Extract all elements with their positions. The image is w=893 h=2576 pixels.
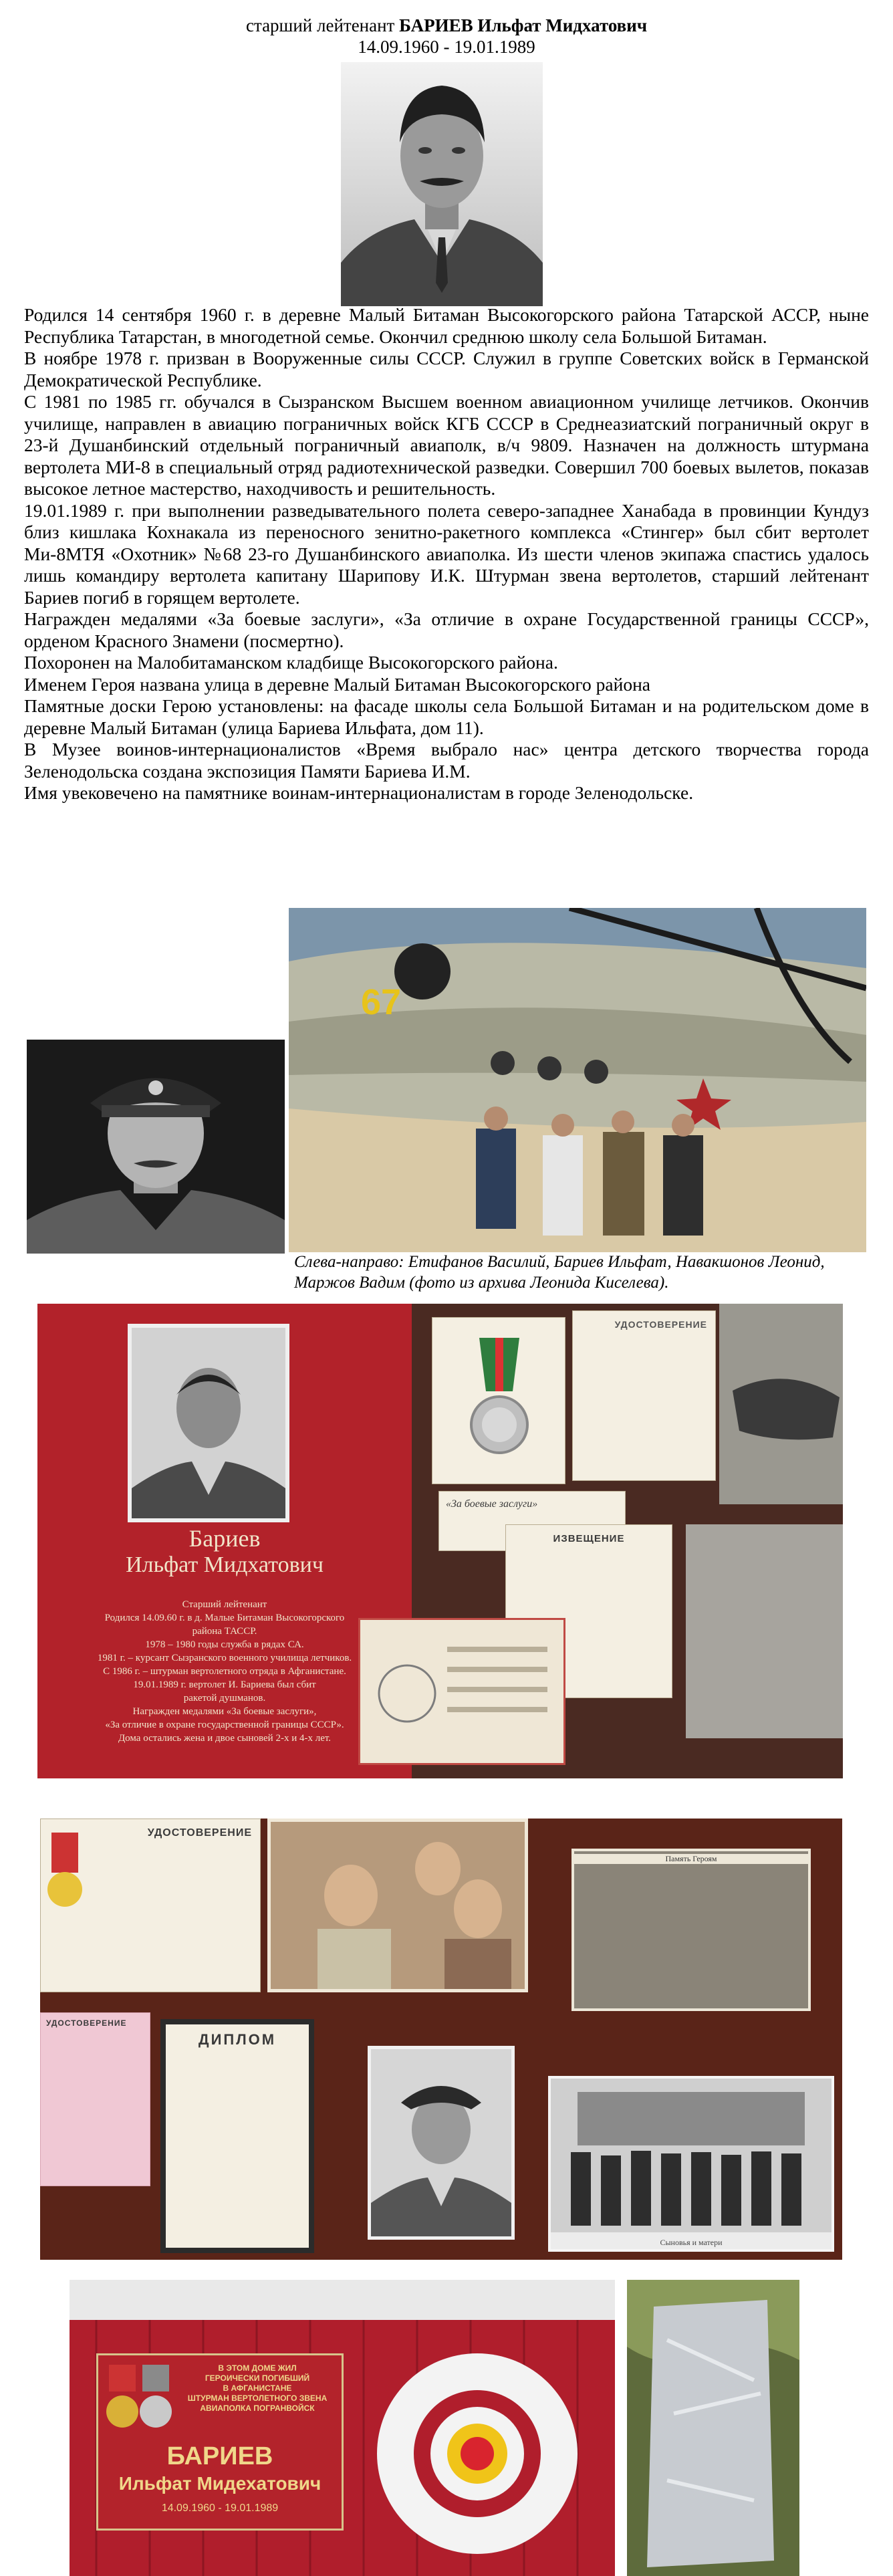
plaque-surname: БАРИЕВ <box>166 2442 273 2470</box>
memorial-plaque-photo <box>70 2280 615 2576</box>
bio-paragraph: С 1981 по 1985 гг. обучался в Сызранском Высшем военном авиационном училище летчиков. Окончив училище, направлен в авиацию пограничных войск КГБ СССР в Среднеазиатский пограничный округ в 23-й Душанбинский отдельный пограничный авиаполк, в/ч 9809. Назначен на должность штурмана вертолета МИ-8 в специальный отряд радиотехнической разведки. Совершил 700 боевых вылетов, показав высокое летное мастерство, находчивость и решительность. <box>24 391 869 499</box>
plaque-name: Ильфат Мидехатович <box>118 2473 322 2494</box>
stand-plaque-text: Старший лейтенант Родился 14.09.60 г. в д. Малые Битаман Высокогорского района ТАССР. 1978 – 1980 годы служба в рядах СА. 1981 г. – курсант Сызранского военного училища летчиков. С 1986 г. – штурман вертолетного отряда в Афганистане. 19.01.1989 г. вертолет И. Бариева был сбит ракетой душманов. Награжден медалями «За боевые заслуги», «За отличие в охране государственной границы СССР». Дома остались жена и двое сыновей 2-х и 4-х лет. <box>97 1599 352 1744</box>
bio-paragraph: В Музее воинов-интернационалистов «Время выбрало нас» центра детского творчества города Зеленодольска создана экспозиция Памяти Бариева И.М. <box>24 739 869 782</box>
award-card: «За боевые заслуги» <box>438 1491 626 1551</box>
cap-portrait-photo <box>27 1040 285 1254</box>
bio-paragraph: Имя увековечено на памятнике воинам-интернационалистам в городе Зеленодольске. <box>24 782 694 803</box>
photo-caption: Слева-направо: Етифанов Василий, Бариев Ильфат, Навакшонов Леонид, Маржов Вадим (фото из архива Леонида Киселева). <box>294 1253 825 1292</box>
museum-stand-photo-2 <box>40 1819 842 2260</box>
helicopter-crew-photo <box>289 908 866 1252</box>
portrait-illustration <box>341 62 543 306</box>
pink-id-card: УДОСТОВЕРЕНИЕ <box>40 2012 150 2186</box>
soldier-photo <box>368 2046 515 2240</box>
plaque-heading: В ЭТОМ ДОМЕ ЖИЛ ГЕРОИЧЕСКИ ПОГИБШИЙ В АФГАНИСТАНЕ ШТУРМАН ВЕРТОЛЕТНОГО ЗВЕНА АВИАПОЛКА ПОГРАНВОЙСК <box>187 2363 328 2413</box>
gravestone-photo <box>627 2280 799 2576</box>
bio-paragraph: Похоронен на Малобитаманском кладбище Высокогорского района. <box>24 652 558 673</box>
helicopter-illustration <box>289 908 866 1252</box>
medals-icon <box>104 2365 177 2445</box>
bio-paragraph: Памятные доски Герою установлены: на фасаде школы села Большой Битаман и на родительском доме в деревне Малый Битаман (улица Бариева Ильфата, дом 11). <box>24 695 869 738</box>
bio-paragraph: Родился 14 сентября 1960 г. в деревне Малый Битаман Высокогорского района Татарской АССР, ныне Республика Татарстан, в многодетной семье. Окончил среднюю школу села Большой Битаман. <box>24 304 869 347</box>
page-title <box>0 15 893 36</box>
group-photo <box>548 2076 834 2252</box>
portrait-photo <box>341 62 543 306</box>
life-dates: 14.09.1960 - 19.01.1989 <box>358 37 535 57</box>
gray-photo <box>686 1524 843 1738</box>
museum-stand-photo-1 <box>37 1304 843 1778</box>
plaque-dates: 14.09.1960 - 19.01.1989 <box>161 2502 279 2514</box>
memorial-plaque <box>96 2353 344 2531</box>
bio-paragraph: В ноябре 1978 г. призван в Вооруженные силы СССР. Служил в группе Советских войск в Германской Демократической Республике. <box>24 348 869 390</box>
id-card: УДОСТОВЕРЕНИЕ <box>572 1310 716 1481</box>
extract-document: ИЗВЕЩЕНИЕ <box>505 1524 672 1698</box>
gravestone-illustration <box>627 2280 799 2576</box>
biography-text <box>24 304 869 804</box>
notice-document <box>358 1618 565 1765</box>
memorial-photo: Память Героям <box>571 1849 811 2011</box>
cap-portrait-illustration <box>27 1040 285 1254</box>
stand-portrait <box>128 1324 289 1522</box>
medal-icon <box>432 1318 566 1485</box>
ornament-rosette <box>377 2353 578 2554</box>
medal-card <box>432 1317 565 1484</box>
hero-name: БАРИЕВ Ильфат Мидхатович <box>399 15 648 35</box>
bio-paragraph: Именем Героя названа улица в деревне Малый Битаман Высокогорского района <box>24 673 651 695</box>
bio-paragraph: 19.01.1989 г. при выполнении разведывательного полета северо-западнее Ханабада в провинции Кундуз близ кишлака Кохнакала из переносного зенитно-ракетного комплекса «Стингер» был сбит вертолет Ми-8МТЯ «Охотник» №68 23-го Душанбинского авиаполка. Из шести членов экипажа спастись удалось лишь командиру вертолета капитану Шарипову И.К. Штурман звена вертолетов, старший лейтенант Бариев погиб в горящем вертолете. <box>24 499 869 608</box>
medal-ribbon-icon <box>45 1833 85 1913</box>
stand-given-names: Ильфат Мидхатович <box>126 1552 324 1577</box>
bio-paragraph: Награжден медалями «За боевые заслуги», «За отличие в охране Государственной границы СССР», орденом Красного Знамени (посмертно). <box>24 608 869 651</box>
family-photo <box>267 1819 528 1992</box>
group-photo-caption: Сыновья и матери <box>660 2238 723 2247</box>
stand-surname: Бариев <box>188 1525 261 1552</box>
helicopter-photo-small <box>719 1304 843 1504</box>
id-card-2: УДОСТОВЕРЕНИЕ <box>40 1819 261 1992</box>
rank-text: старший лейтенант <box>245 15 395 35</box>
diploma: ДИПЛОМ <box>160 2019 314 2253</box>
tail-number: 67 <box>361 982 402 1022</box>
